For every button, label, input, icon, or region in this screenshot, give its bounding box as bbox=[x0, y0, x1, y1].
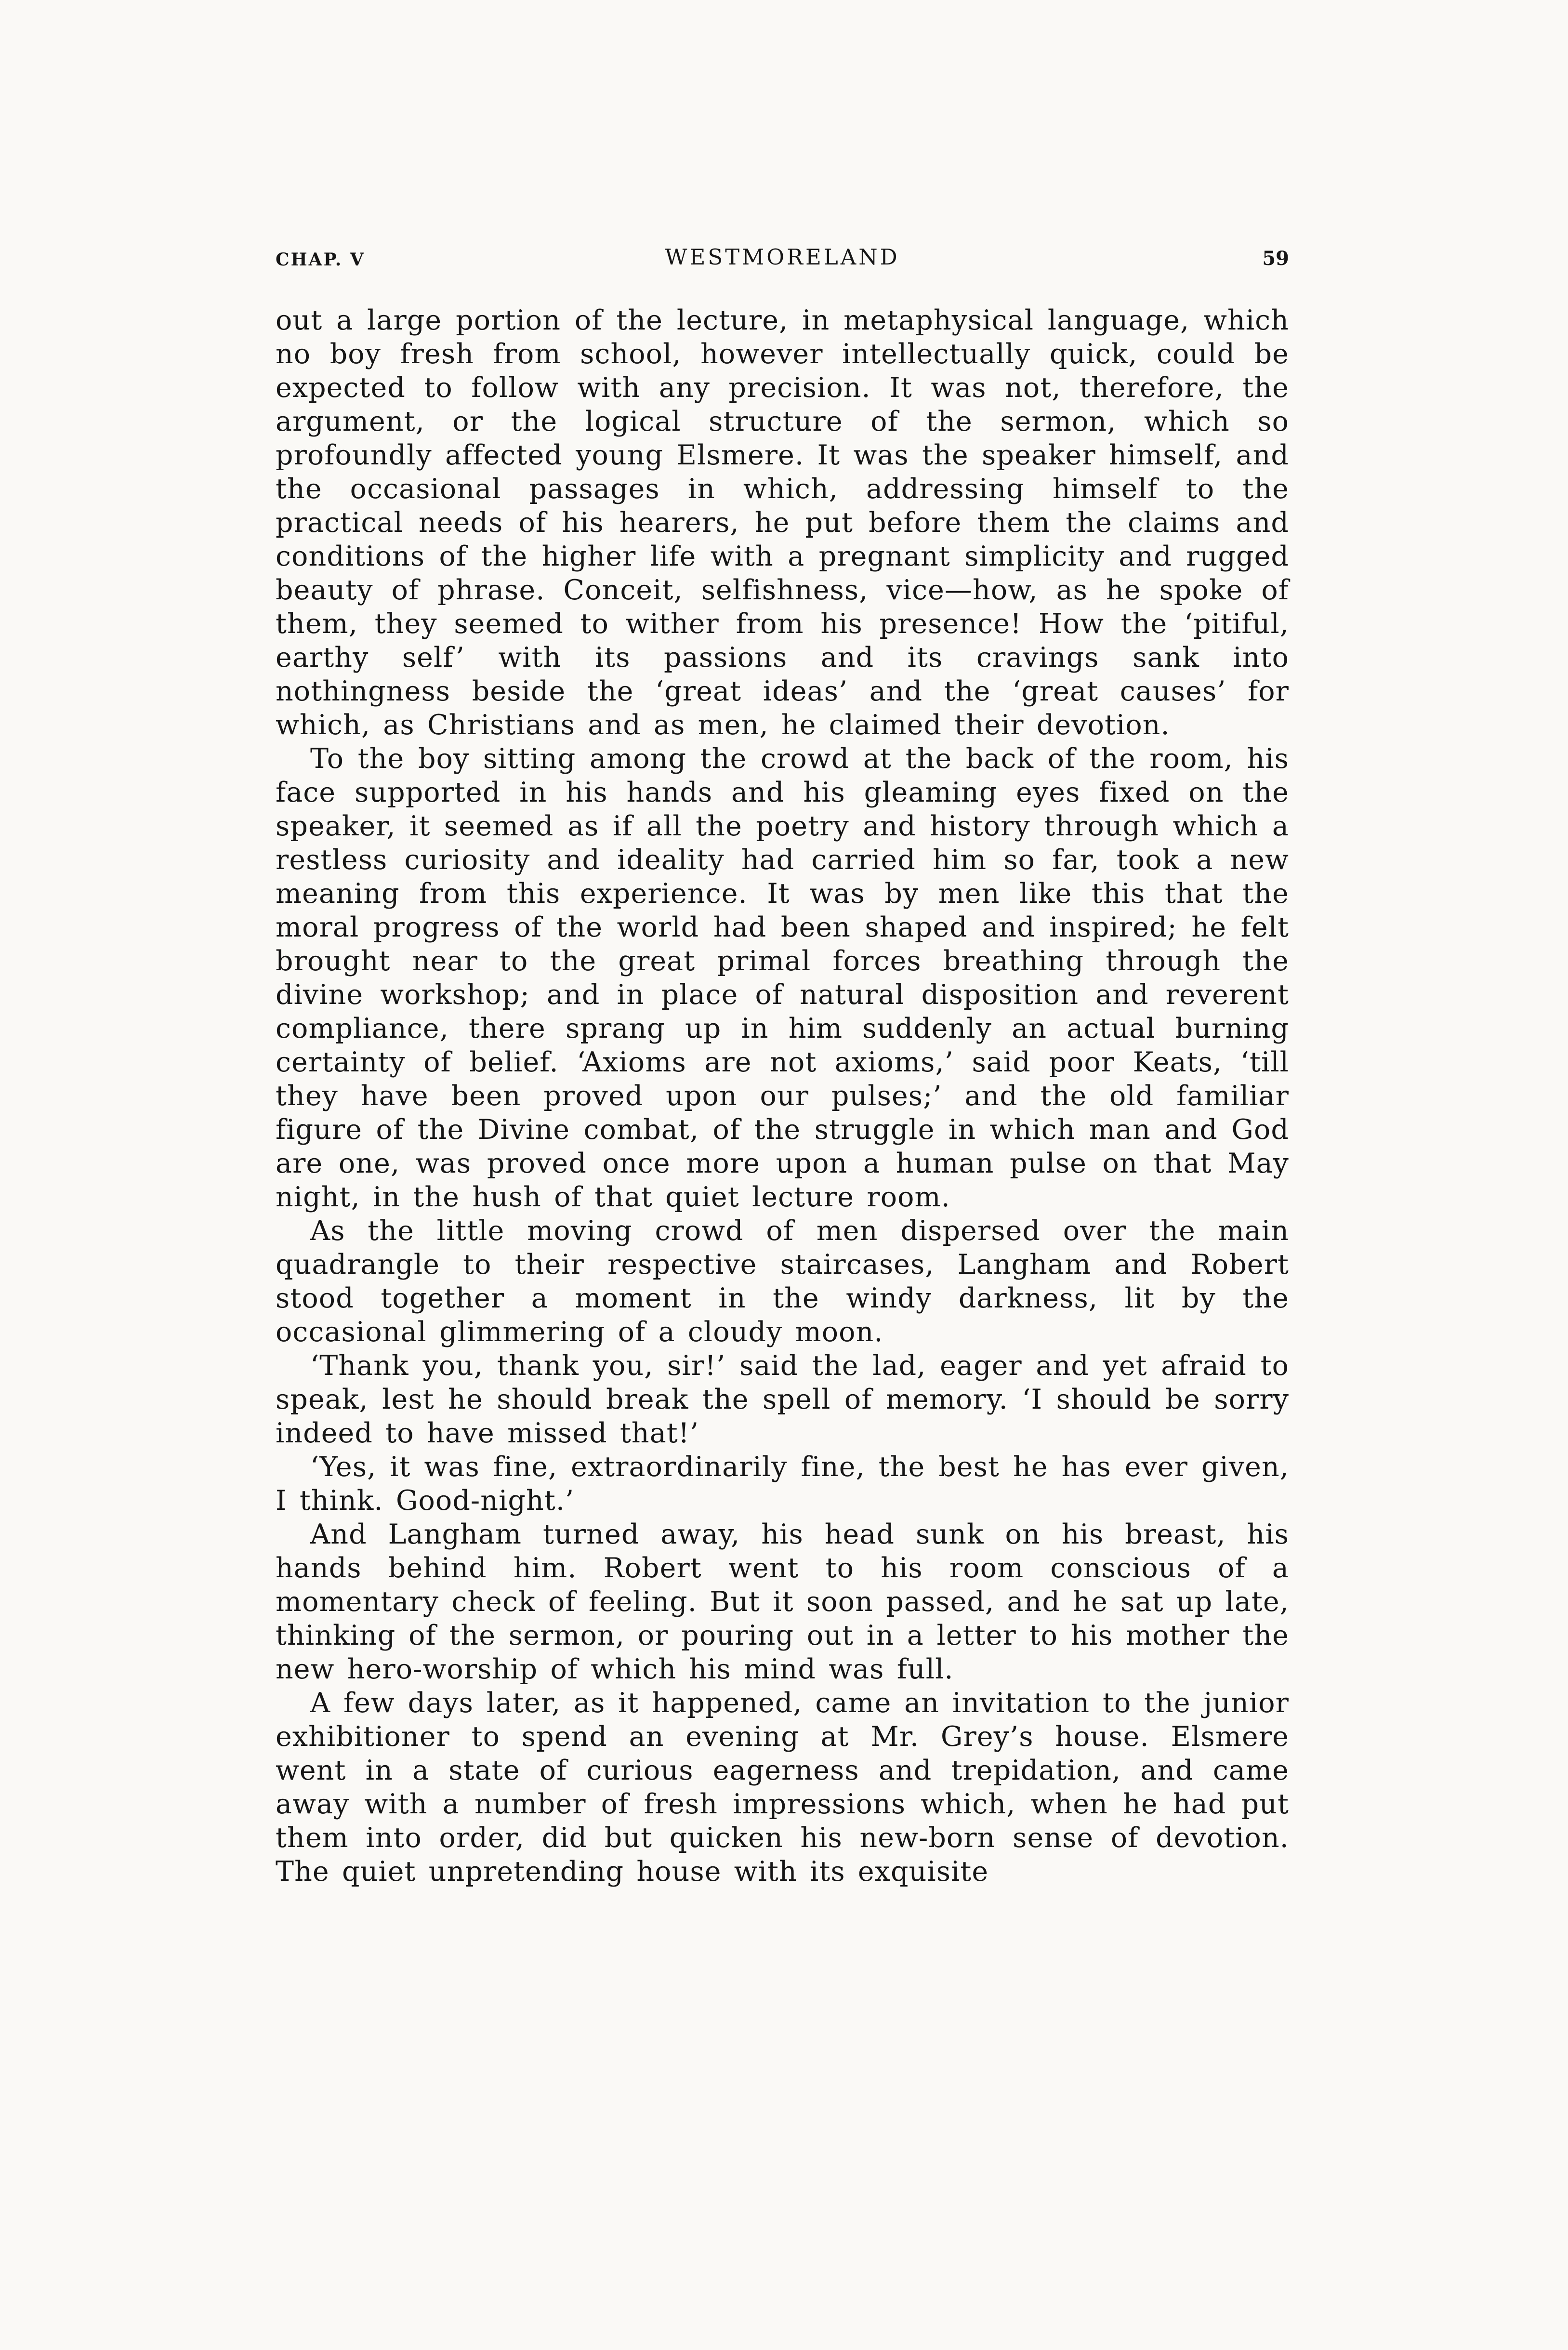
paragraph-6: And Langham turned away, his head sunk on his breast, his hands behind him. Robert went to his room conscious of a momentary check of feeling. But it soon passed, and he sat up late, thinking of the sermon, or pouring out in a letter to his mother the new hero-worship of which his mind was full. bbox=[276, 1518, 1289, 1685]
page-body bbox=[276, 304, 1289, 1888]
running-title: WESTMORELAND bbox=[665, 244, 900, 270]
paragraph-1: out a large portion of the lecture, in metaphysical language, which no boy fresh from school, however intellectually quick, could be expected to follow with any precision. It was not, therefore, the argument, or the logical structure of the sermon, which so profoundly affected young Elsmere. It was the speaker himself, and the occasional passages in which, addressing himself to the practical needs of his hearers, he put before them the claims and conditions of the higher life with a pregnant simplicity and rugged beauty of phrase. Conceit, selfishness, vice—how, as he spoke of them, they seemed to wither from his presence! How the ‘pitiful, earthy self’ with its passions and its cravings sank into nothingness beside the ‘great ideas’ and the ‘great causes’ for which, as Christians and as men, he claimed their devotion. bbox=[276, 304, 1289, 741]
page-content bbox=[276, 241, 1289, 1888]
paragraph-7: A few days later, as it happened, came an invitation to the junior exhibitioner to spend an evening at Mr. Grey’s house. Elsmere went in a state of curious eagerness and trepidation, and came away with a number of fresh impressions which, when he had put them into order, did but quicken his new-born sense of devotion. The quiet unpretending house with its exquisite bbox=[276, 1687, 1289, 1888]
running-head bbox=[276, 241, 1289, 270]
paragraph-3: As the little moving crowd of men dispersed over the main quadrangle to their respective staircases, Langham and Robert stood together a moment in the windy darkness, lit by the occasional glimmering of a cloudy moon. bbox=[276, 1215, 1289, 1348]
paragraph-2: To the boy sitting among the crowd at the back of the room, his face supported in his hands and his gleaming eyes fixed on the speaker, it seemed as if all the poetry and history through which a restless curiosity and ideality had carried him so far, took a new meaning from this experience. It was by men like this that the moral progress of the world had been shaped and inspired; he felt brought near to the great primal forces breathing through the divine workshop; and in place of natural disposition and reverent compliance, there sprang up in him suddenly an actual burning certainty of belief. ‘Axioms are not axioms,’ said poor Keats, ‘till they have been proved upon our pulses;’ and the old familiar figure of the Divine combat, of the struggle in which man and God are one, was proved once more upon a human pulse on that May night, in the hush of that quiet lecture room. bbox=[276, 743, 1289, 1213]
paragraph-4: ‘Thank you, thank you, sir!’ said the lad, eager and yet afraid to speak, lest he should break the spell of memory. ‘I should be sorry indeed to have missed that!’ bbox=[276, 1350, 1289, 1449]
chapter-label: CHAP. V bbox=[276, 250, 365, 270]
page-number: 59 bbox=[1262, 247, 1289, 270]
paragraph-5: ‘Yes, it was fine, extraordinarily fine, the best he has ever given, I think. Good-night.’ bbox=[276, 1451, 1289, 1517]
